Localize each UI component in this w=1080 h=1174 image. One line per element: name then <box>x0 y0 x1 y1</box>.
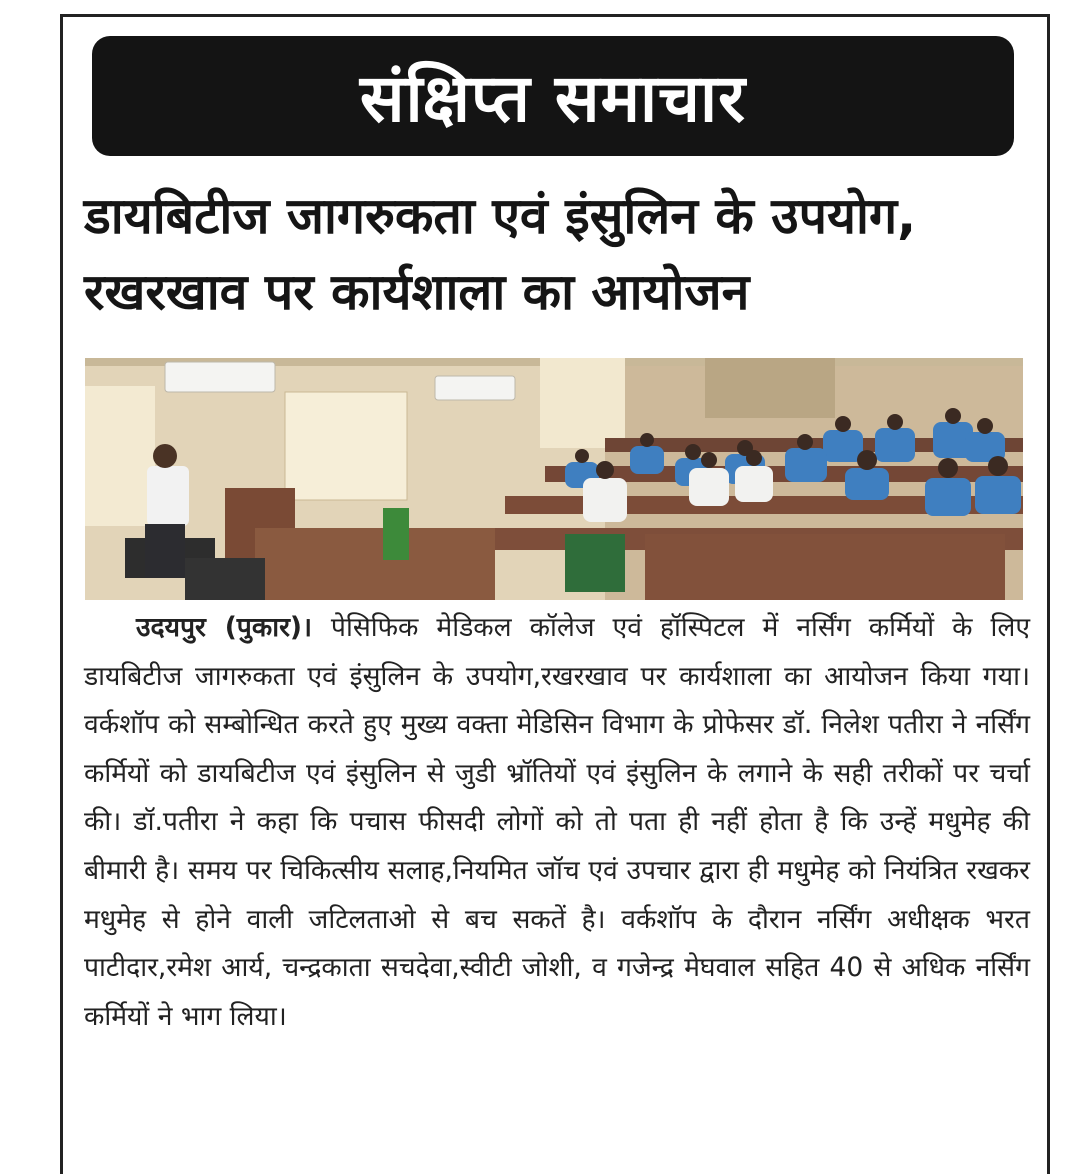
headline-line-2: रखरखाव पर कार्यशाला का आयोजन <box>84 263 750 321</box>
headline-line-1: डायबिटीज जागरुकता एवं इंसुलिन के उपयोग, <box>84 187 917 245</box>
section-title: संक्षिप्त समाचार <box>359 60 747 137</box>
article-body <box>84 604 1030 1041</box>
article-headline <box>84 178 1034 330</box>
section-banner <box>92 36 1014 156</box>
article-photo <box>85 358 1023 600</box>
article-text: पेसिफिक मेडिकल कॉलेज एवं हॉस्पिटल में नर्सिंग कर्मियों के लिए डायबिटीज जागरुकता एवं इंसुलिन के उपयोग,रखरखाव पर कार्यशाला का आयोजन किया गया। वर्कशॉप को सम्बोन्धित करते हुए मुख्य वक्ता मेडिसिन विभाग के प्रोफेसर डॉ. निलेश पतीरा ने नर्सिंग कर्मियों को डायबिटीज एवं इंसुलिन से जुडी भ्रॉतियों एवं इंसुलिन के लगाने के सही तरीकों पर चर्चा की। डॉ.पतीरा ने कहा कि पचास फीसदी लोगों को तो पता ही नहीं होता है कि उन्हें मधुमेह की बीमारी है। समय पर चिकित्सीय सलाह,नियमित जॉच एवं उपचार द्वारा ही मधुमेह को नियंत्रित रखकर मधुमेह से होने वाली जटिलताओ से बच सकतें है। वर्कशॉप के दौरान नर्सिंग अधीक्षक भरत पाटीदार,रमेश आर्य, चन्द्रकाता सचदेवा,स्वीटी जोशी, व गजेन्द्र मेघवाल सहित 40 से अधिक नर्सिंग कर्मियों ने भाग लिया। <box>84 612 1030 1032</box>
workshop-photo-illustration <box>85 358 1023 600</box>
dateline: उदयपुर (पुकार)। <box>136 612 331 643</box>
